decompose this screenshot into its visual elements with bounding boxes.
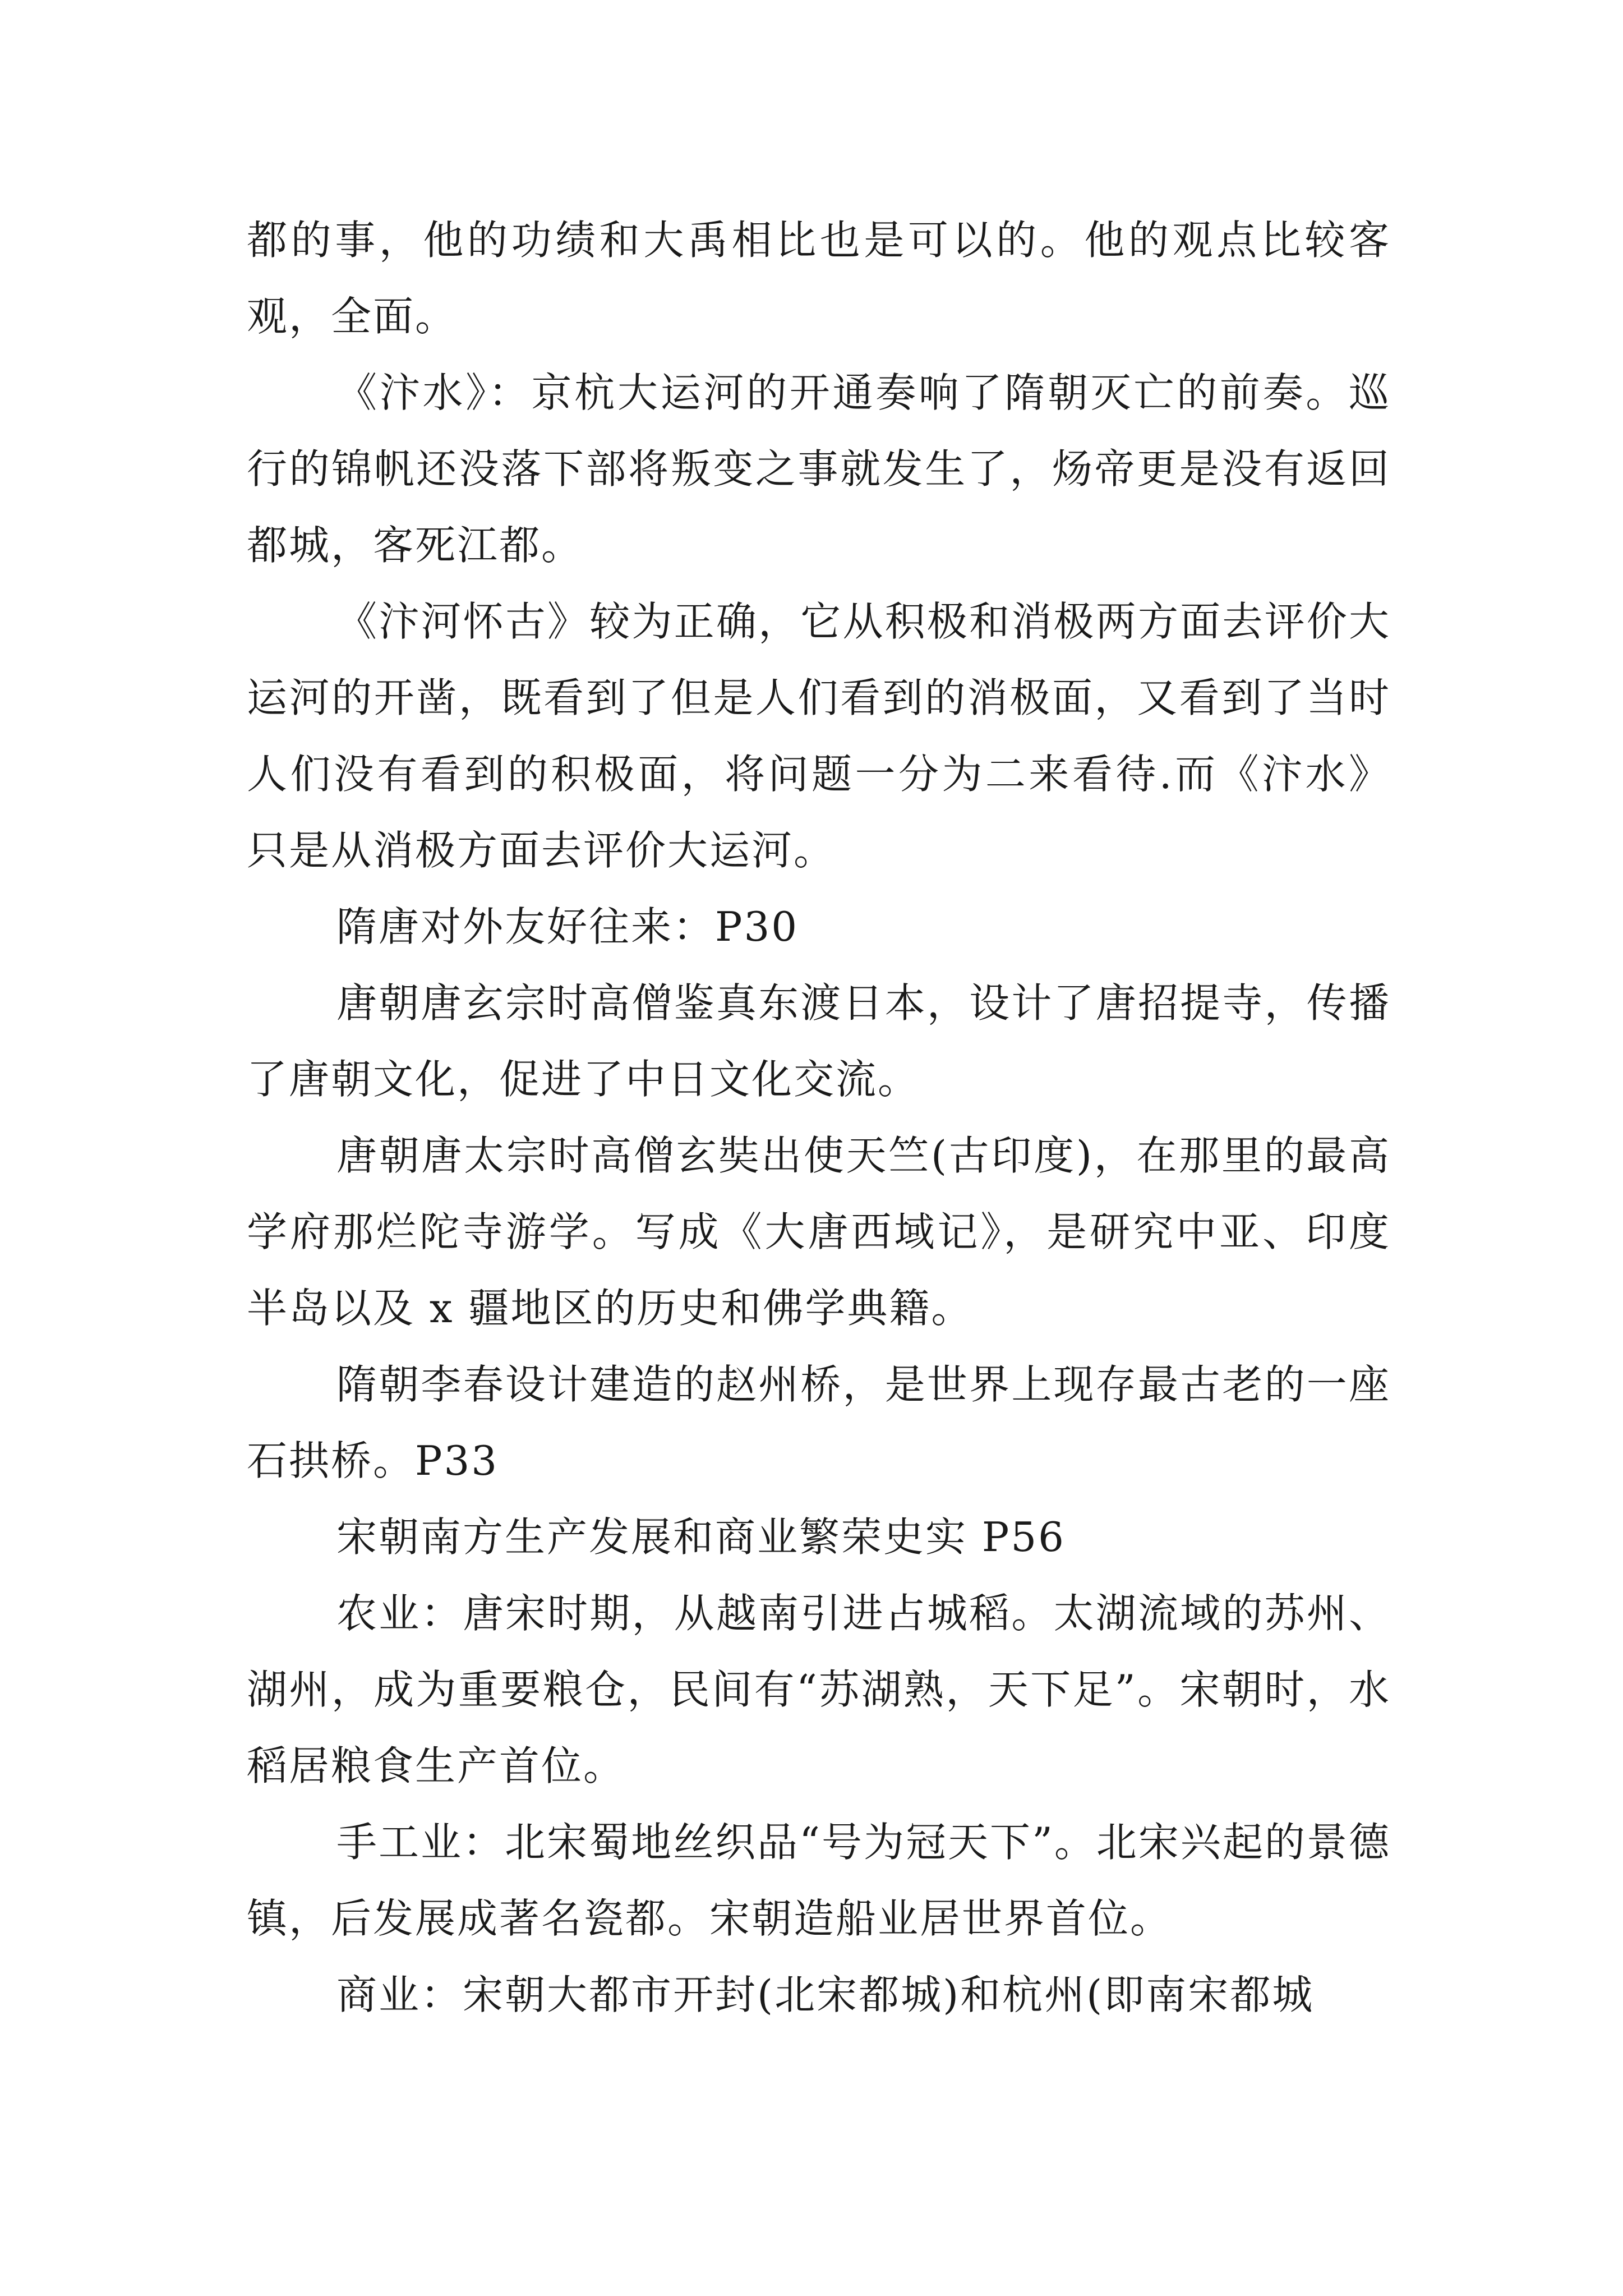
paragraph-heading-sui-tang-foreign: 隋唐对外友好往来：P30 <box>336 903 799 950</box>
paragraph-agriculture: 农业：唐宋时期，从越南引进占城稻。太湖流域的苏州、湖州，成为重要粮仓，民间有“苏湖熟，天下足”。宋朝时，水稻居粮食生产首位。 <box>247 1590 1391 1789</box>
paragraph-continuation: 都的事，他的功绩和大禹相比也是可以的。他的观点比较客观，全面。 <box>247 217 1391 340</box>
paragraph-heading-song-south: 宋朝南方生产发展和商业繁荣史实 P56 <box>336 1513 1066 1561</box>
paragraph-xuanzang: 唐朝唐太宗时高僧玄奘出使天竺(古印度)，在那里的最高学府那烂陀寺游学。写成《大唐西域记》，是研究中亚、印度半岛以及 x 疆地区的历史和佛学典籍。 <box>247 1132 1391 1332</box>
paragraph-zhaozhou-bridge: 隋朝李春设计建造的赵州桥，是世界上现存最古老的一座石拱桥。P33 <box>247 1361 1391 1484</box>
paragraph-bianhe-huaigu: 《汴河怀古》较为正确，它从积极和消极两方面去评价大运河的开凿，既看到了但是人们看到的消极面，又看到了当时人们没有看到的积极面，将问题一分为二来看待.而《汴水》只是从消极方面去评价大运河。 <box>247 598 1391 874</box>
paragraph-commerce: 商业：宋朝大都市开封(北宋都城)和杭州(即南宋都城 <box>336 1971 1315 2018</box>
paragraph-jianzhen: 唐朝唐玄宗时高僧鉴真东渡日本，设计了唐招提寺，传播了唐朝文化，促进了中日文化交流。 <box>247 979 1391 1103</box>
paragraph-bianshui: 《汴水》：京杭大运河的开通奏响了隋朝灭亡的前奏。巡行的锦帆还没落下部将叛变之事就发生了，炀帝更是没有返回都城，客死江都。 <box>247 369 1391 569</box>
paragraph-handicraft: 手工业：北宋蜀地丝织品“号为冠天下”。北宋兴起的景德镇，后发展成著名瓷都。宋朝造船业居世界首位。 <box>247 1819 1391 1942</box>
document-body <box>247 202 1391 2033</box>
